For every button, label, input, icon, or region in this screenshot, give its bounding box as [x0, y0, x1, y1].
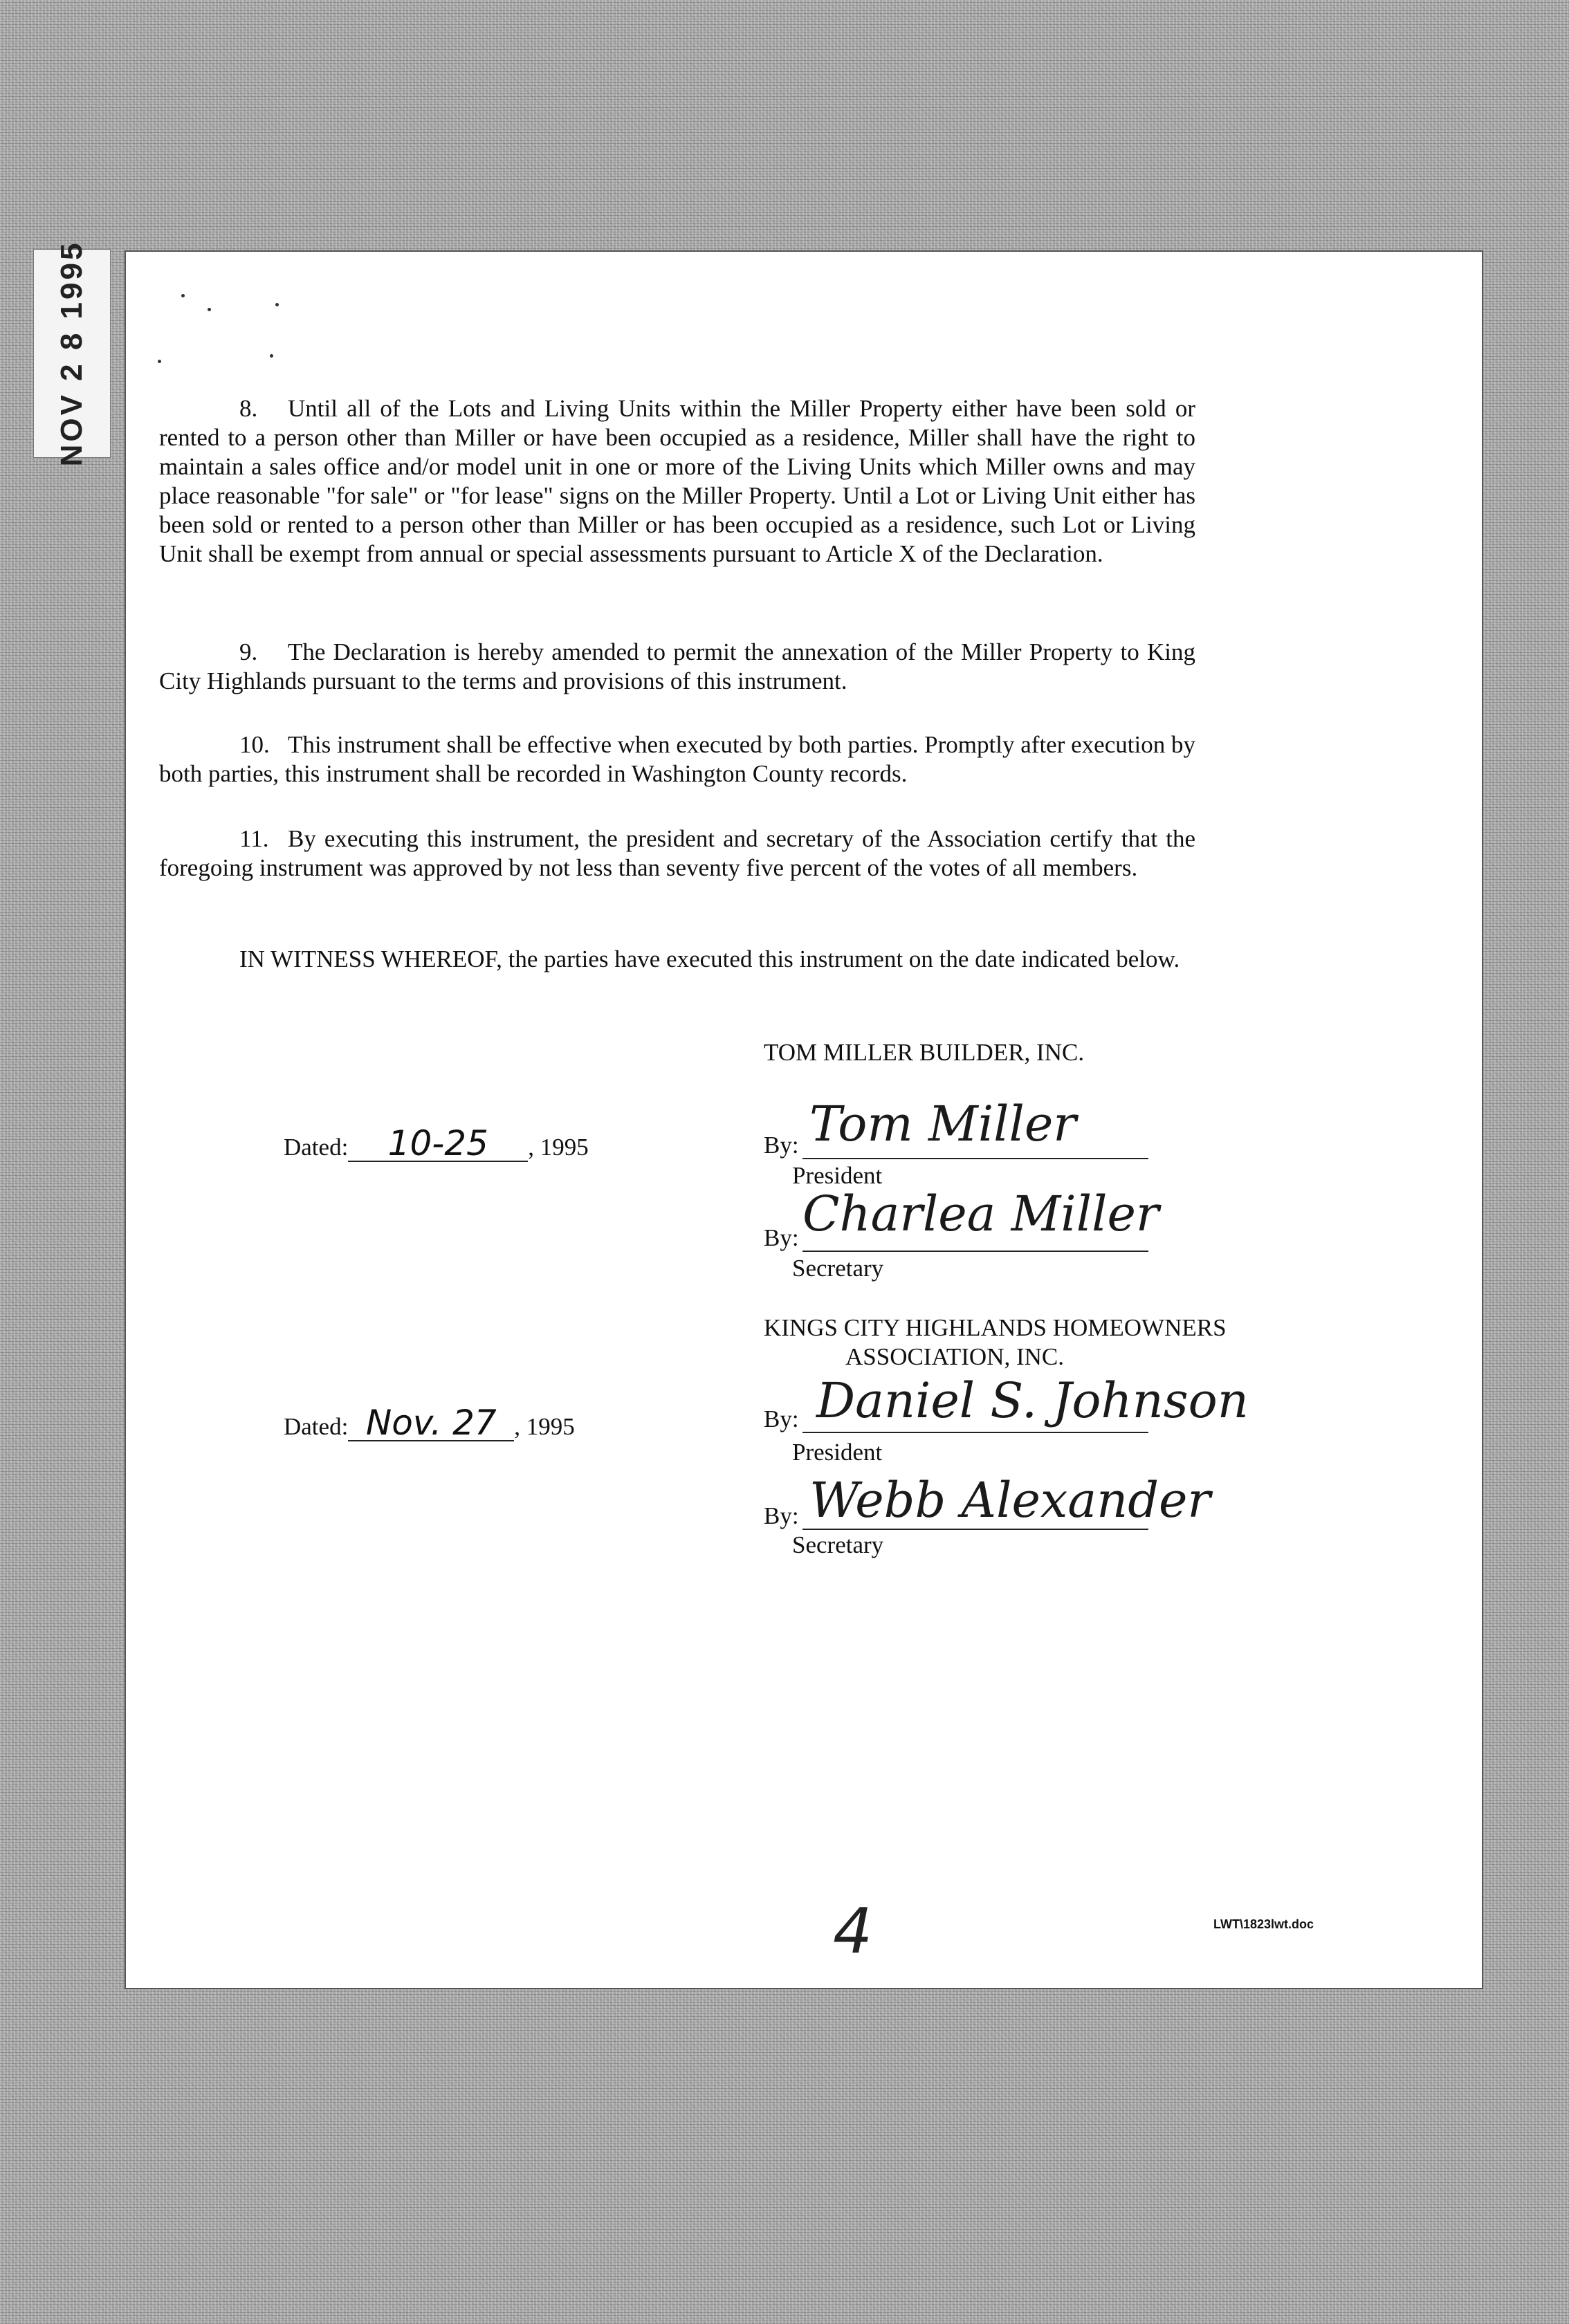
- date-stamp: [33, 240, 111, 467]
- party2-by-label-2: By:: [764, 1502, 799, 1529]
- paragraph-text: The Declaration is hereby amended to permit the annexation of the Miller Property to King City Highlands pursuant to the terms and provisions of this instrument.: [159, 638, 1195, 694]
- party2-name-line2: ASSOCIATION, INC.: [845, 1343, 1064, 1370]
- party1-secretary-signature: Charlea Miller: [802, 1186, 1159, 1242]
- party2-by-label: By:: [764, 1405, 799, 1432]
- party2-dated: [284, 1405, 575, 1441]
- dated-label: Dated:: [284, 1134, 349, 1161]
- party1-president-label: President: [792, 1162, 883, 1189]
- party1-name: TOM MILLER BUILDER, INC.: [764, 1039, 1085, 1066]
- paragraph-9: [159, 638, 1195, 696]
- dated-label: Dated:: [284, 1413, 349, 1440]
- paragraph-8: [159, 394, 1195, 569]
- party2-secretary-signature: Webb Alexander: [809, 1472, 1211, 1529]
- dated-year: , 1995: [528, 1134, 589, 1161]
- witness-clause: IN WITNESS WHEREOF, the parties have executed this instrument on the date indicated below.: [239, 946, 1180, 972]
- signature-line: [802, 1251, 1148, 1252]
- paragraph-number: 8.: [239, 395, 258, 422]
- paragraph-10: [159, 730, 1195, 788]
- scan-speck: [181, 294, 185, 297]
- dated-year: , 1995: [514, 1413, 575, 1440]
- date-stamp-text: NOV 2 8 1995: [55, 240, 89, 467]
- scan-speck: [158, 360, 161, 363]
- paragraph-number: 9.: [239, 638, 258, 665]
- paragraph-number: 11.: [239, 825, 269, 852]
- party2-secretary-label: Secretary: [792, 1531, 884, 1558]
- signature-line: [802, 1432, 1148, 1433]
- party2-president-label: President: [792, 1439, 883, 1466]
- party2-president-signature: Daniel S. Johnson: [816, 1372, 1249, 1429]
- scan-speck: [275, 303, 279, 306]
- scan-speck: [208, 308, 211, 311]
- paragraph-number: 10.: [239, 731, 270, 758]
- party1-by-label-2: By:: [764, 1224, 799, 1251]
- party1-secretary-label: Secretary: [792, 1255, 884, 1282]
- signature-line: [802, 1158, 1148, 1159]
- party2-name-line1: KINGS CITY HIGHLANDS HOMEOWNERS: [764, 1314, 1227, 1341]
- dated-value: Nov. 27: [348, 1405, 514, 1441]
- signature-line: [802, 1529, 1148, 1530]
- paragraph-text: By executing this instrument, the president and secretary of the Association certify that the foregoing instrument was approved by not less than seventy five percent of the votes of all members.: [159, 825, 1195, 881]
- party1-dated: [284, 1123, 589, 1163]
- paragraph-11: [159, 824, 1195, 883]
- paragraph-text: Until all of the Lots and Living Units within the Miller Property either have been sold or rented to a person other than Miller or have been occupied as a residence, Miller shall have the right to maintain a sales office and/or model unit in one or more of the Living Units which Miller owns and may place reasonable "for sale" or "for lease" signs on the Miller Property. Until a Lot or Living Unit either has been sold or rented to a person other than Miller or has been occupied as a residence, such Lot or Living Unit shall be exempt from annual or special assessments pursuant to Article X of the Declaration.: [159, 395, 1195, 567]
- document-filename: LWT\1823lwt.doc: [1213, 1917, 1314, 1931]
- page-number: 4: [833, 1895, 873, 1968]
- paragraph-text: This instrument shall be effective when executed by both parties. Promptly after execution by both parties, this instrument shall be recorded in Washington County records.: [159, 731, 1195, 787]
- party1-by-label: By:: [764, 1132, 799, 1159]
- scan-speck: [270, 354, 273, 358]
- party1-president-signature: Tom Miller: [809, 1096, 1076, 1152]
- dated-value: 10-25: [348, 1126, 528, 1162]
